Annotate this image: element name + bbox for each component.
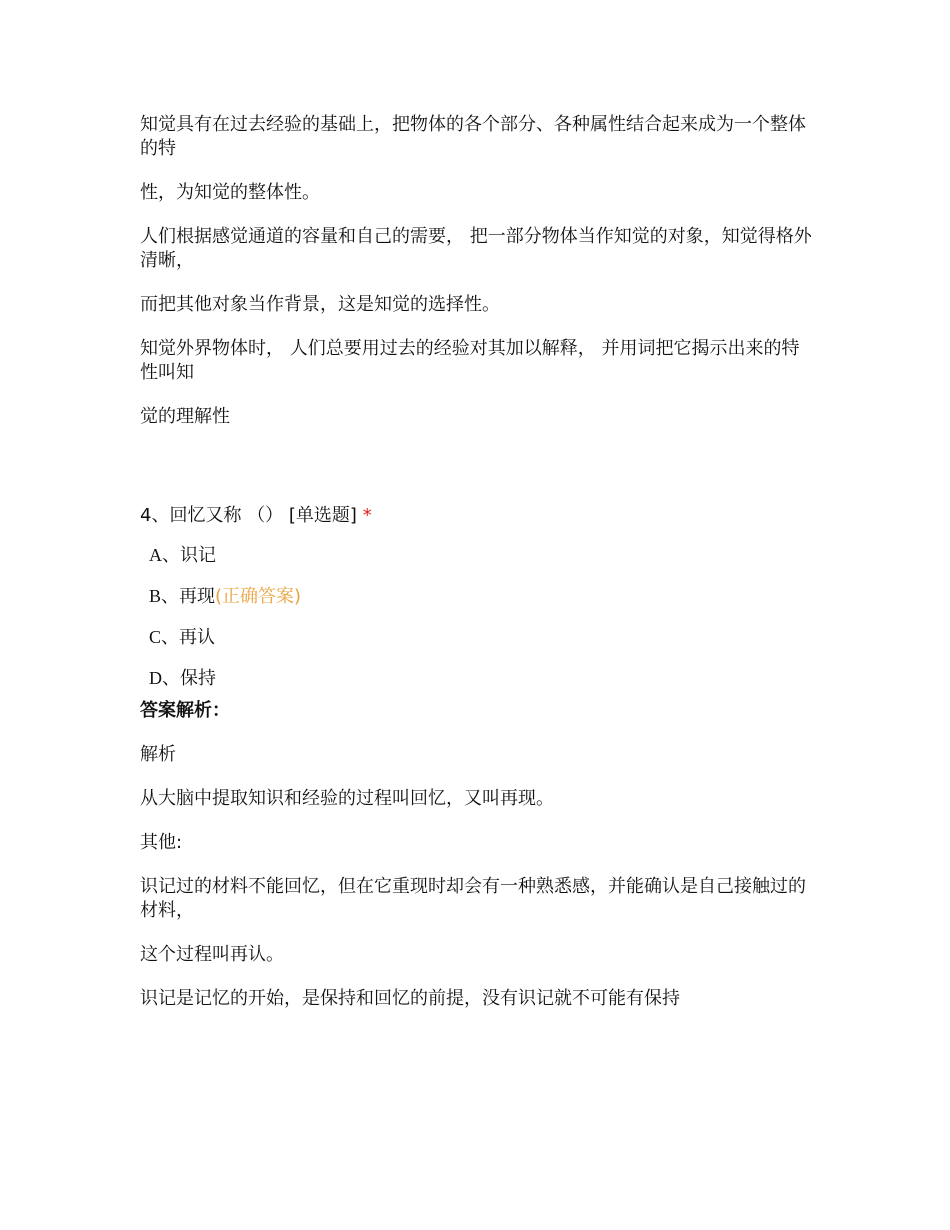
- required-mark: *: [362, 505, 372, 526]
- intro-section: [140, 113, 815, 429]
- option-c[interactable]: [140, 625, 815, 650]
- option-text: 识记: [180, 545, 216, 566]
- option-letter: C、: [149, 627, 180, 647]
- option-text: 再认: [179, 627, 216, 648]
- option-text: 再现: [179, 586, 216, 607]
- option-d[interactable]: [140, 666, 815, 691]
- intro-paragraph: 人们根据感觉通道的容量和自己的需要， 把一部分物体当作知觉的对象，知觉得格外清晰，: [140, 226, 812, 271]
- document-content: [140, 113, 815, 1031]
- intro-paragraph: 觉的理解性: [140, 406, 230, 427]
- question-block: [140, 504, 815, 691]
- intro-paragraph: 性，为知觉的整体性。: [140, 182, 320, 203]
- analysis-paragraph: 解析: [140, 744, 176, 765]
- correct-answer-tag: (正确答案): [215, 586, 302, 607]
- option-letter: A、: [149, 545, 180, 565]
- intro-paragraph: 而把其他对象当作背景，这是知觉的选择性。: [140, 294, 500, 315]
- option-letter: D、: [149, 668, 180, 688]
- analysis-paragraph: 这个过程叫再认。: [140, 944, 284, 965]
- intro-paragraph: 知觉具有在过去经验的基础上，把物体的各个部分、各种属性结合起来成为一个整体的特: [140, 114, 806, 159]
- option-b[interactable]: [140, 584, 815, 609]
- option-a[interactable]: [140, 543, 815, 568]
- question-title-text: 4、回忆又称 （） [单选题]: [140, 505, 357, 526]
- analysis-paragraph: 识记是记忆的开始，是保持和回忆的前提，没有识记就不可能有保持: [140, 988, 680, 1009]
- analysis-paragraph: 从大脑中提取知识和经验的过程叫回忆，又叫再现。: [140, 788, 554, 809]
- option-letter: B、: [149, 586, 180, 606]
- analysis-section: [140, 699, 815, 1011]
- intro-paragraph: 知觉外界物体时， 人们总要用过去的经验对其加以解释， 并用词把它揭示出来的特性叫知: [140, 338, 800, 383]
- option-text: 保持: [180, 668, 216, 689]
- question-title: [140, 504, 815, 528]
- analysis-heading: 答案解析：: [140, 700, 230, 721]
- analysis-paragraph: 其他:: [140, 832, 183, 853]
- analysis-paragraph: 识记过的材料不能回忆，但在它重现时却会有一种熟悉感，并能确认是自己接触过的材料，: [140, 876, 806, 921]
